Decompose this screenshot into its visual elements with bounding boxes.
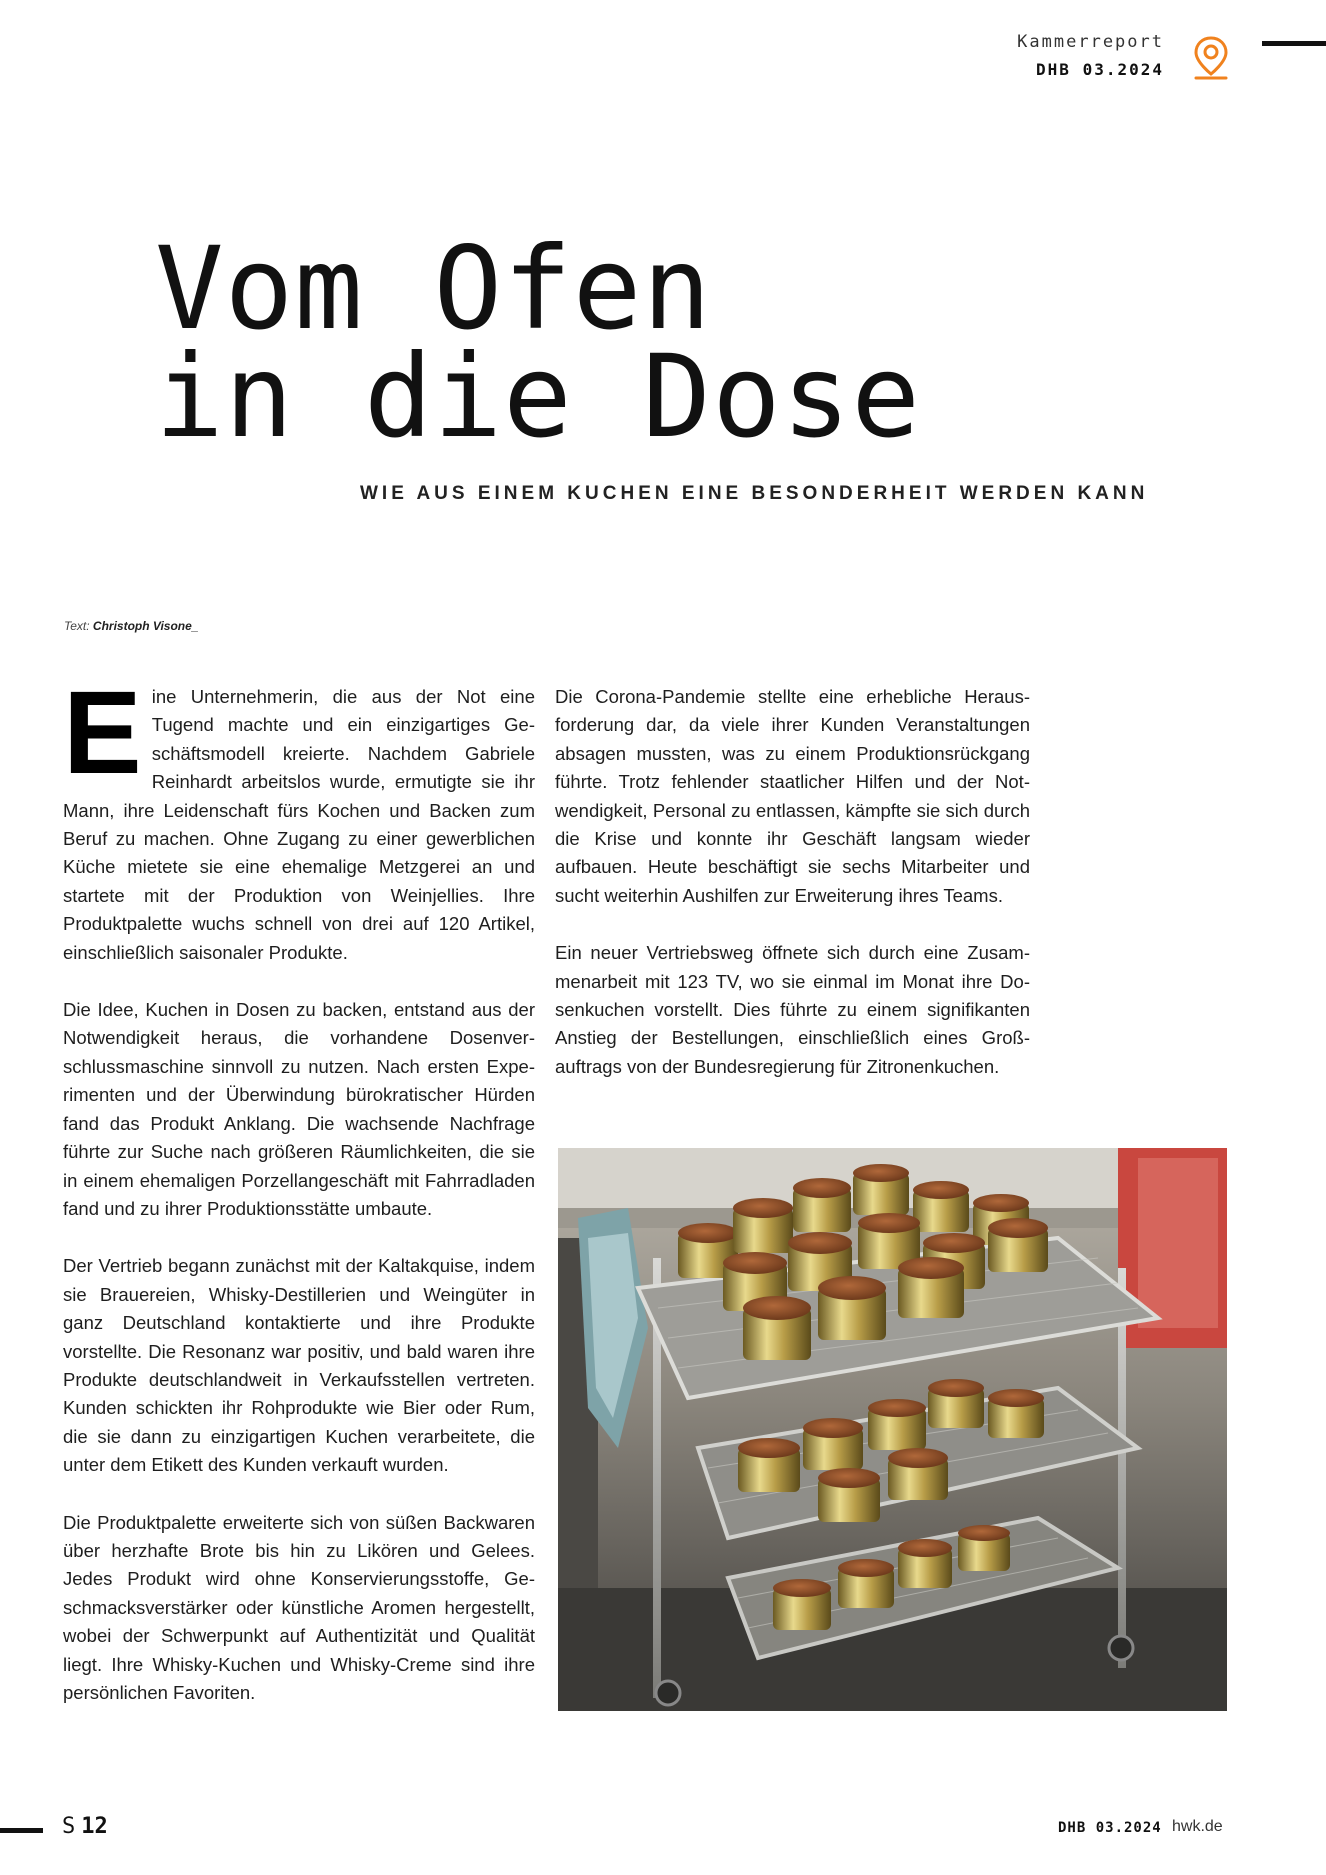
cake-tins-photo [558, 1148, 1227, 1711]
title-line-2: in die Dose [155, 330, 921, 463]
article-column-right [555, 683, 1030, 1110]
article-title [155, 222, 1155, 463]
page-prefix: S [62, 1814, 76, 1839]
footer-rule [0, 1828, 43, 1833]
paragraph: Die Produktpalette erweiterte sich von süßen Backwaren über herzhafte Brote bis hin zu Likören und Gelees. Jedes Produkt wird ohne Konservierungsstoffe, Geschmacksverstärker oder künstliche Aromen hergestellt, wobei der Schwerpunkt auf Authentizität und Qualität liegt. Ihre Whisky-Kuchen und Whisky-Creme sind ihre persönlichen Favoriten. [63, 1511, 535, 1703]
article-column-left [63, 667, 535, 1736]
paragraph: Die Idee, Kuchen in Dosen zu backen, entstand aus der Notwendigkeit heraus, die vorhandene Dosenverschlussmaschine sinnvoll zu nutzen. Nach ersten Experimenten und der Überwindung bürokratischer Hürden fand das Produkt Anklang. Die wachsende Nachfrage führte zur Suche nach größeren Räumlichkeiten, die sie in einem ehemaligen Porzellangeschäft mit Fahrradladen fand und zu ihrer Produktionsstätte umbaute. [63, 999, 535, 1219]
page-number-value: 12 [81, 1814, 108, 1839]
paragraph: Eine Unternehmerin, die aus der Not eine Tugend machte und ein einzigartiges Geschäftsmodell kreierte. Nachdem Gabriele Reinhardt arbeitslos wurde, ermutigte sie ihr Mann, ihre Leidenschaft fürs Kochen und Backen zum Beruf zu machen. Ohne Zugang zu einer gewerblichen Küche mietete sie eine ehemalige Metzgerei an und startete mit der Produktion von Weinjellies. Ihre Produktpalette wuchs schnell von drei auf 120 Artikel, einschließlich saisonaler Produkte. [63, 667, 535, 963]
byline-label: Text: [64, 619, 93, 633]
footer-website: hwk.de [1172, 1818, 1223, 1835]
issue-label: DHB 03.2024 [1036, 60, 1164, 79]
section-label: Kammerreport [1017, 32, 1164, 52]
header-rule [1262, 41, 1326, 46]
title-line-1: Vom Ofen [155, 222, 713, 355]
page-number [62, 1814, 108, 1839]
article-subtitle: WIE AUS EINEM KUCHEN EINE BESONDERHEIT WERDEN KANN [360, 483, 1149, 504]
drop-cap: E [63, 667, 142, 799]
byline [64, 619, 198, 633]
paragraph: Die Corona-Pandemie stellte eine erhebliche Herausforderung dar, da viele ihrer Kunden Veranstaltungen absagen mussten, was zu einem Produktionsrückgang führte. Trotz fehlender staatlicher Hilfen und der Notwendigkeit, Personal zu entlassen, kämpfte sie sich durch die Krise und konnte ihr Geschäft langsam wieder aufbauen. Heute beschäftigt sie sechs Mitarbeiter und sucht weiterhin Aushilfen zur Erweiterung ihres Teams. [555, 686, 1030, 906]
location-pin-icon [1188, 34, 1234, 82]
footer-issue: DHB 03.2024 [1058, 1820, 1162, 1836]
paragraph: Der Vertrieb begann zunächst mit der Kaltakquise, indem sie Brauereien, Whisky-Destillerien und Weingüter in ganz Deutschland kontaktierte und ihre Produkte vorstellte. Die Resonanz war positiv, und bald waren ihre Produkte deutschlandweit in Verkaufsstellen vertreten. Kunden schickten ihr Rohprodukte wie Bier oder Rum, die sie dann zu einzigartigen Kuchen verarbeitete, die unter dem Etikett des Kunden verkauft wurden. [63, 1255, 535, 1476]
article-photo [558, 1148, 1227, 1711]
paragraph: Ein neuer Vertriebsweg öffnete sich durch eine Zusammenarbeit mit 123 TV, wo sie einmal im Monat ihre Dosenkuchen vorstellt. Dies führte zu einem signifikanten Anstieg der Bestellungen, einschließlich eines Großauftrags von der Bundesregierung für Zitronenkuchen. [555, 942, 1030, 1077]
byline-author: Christoph Visone_ [92, 619, 199, 633]
